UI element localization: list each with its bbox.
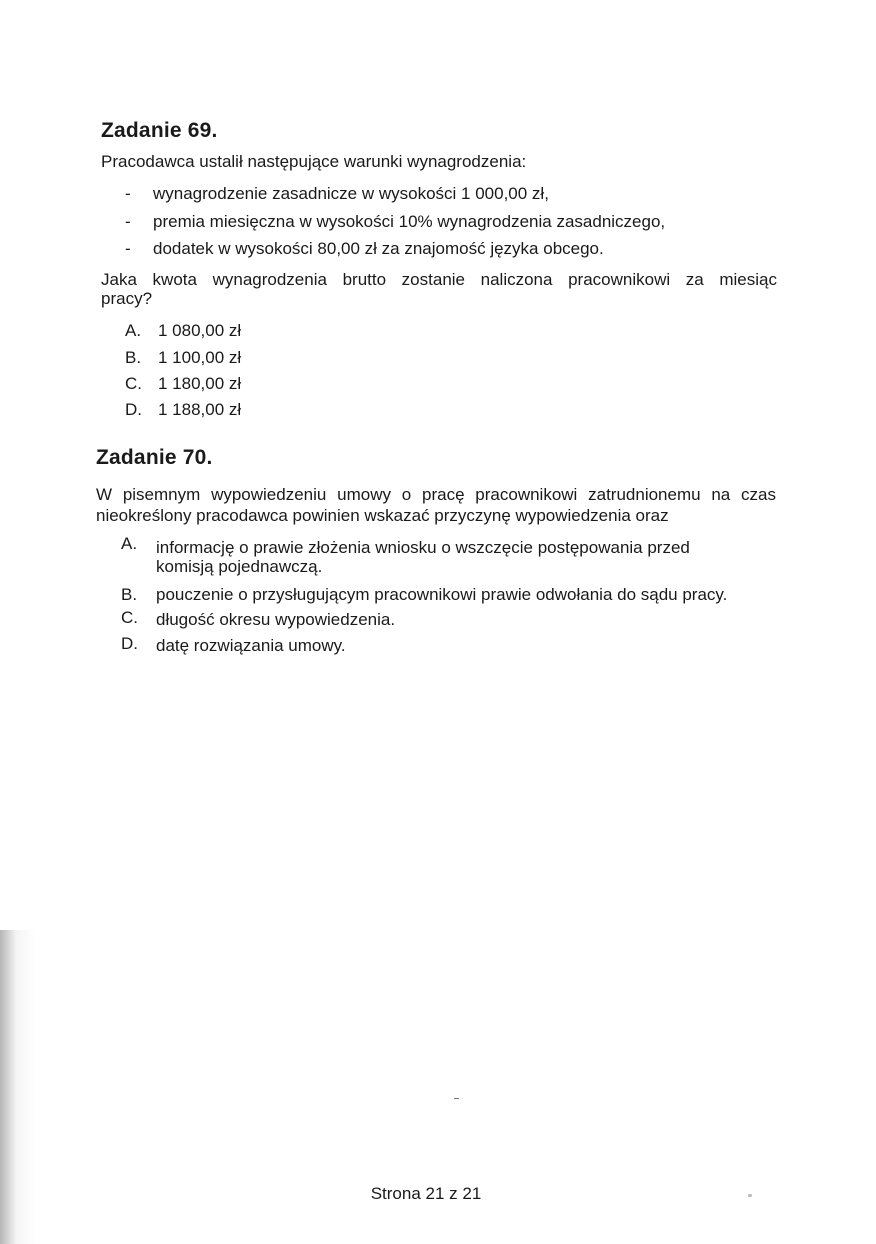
- option-letter: B.: [125, 348, 142, 367]
- condition-item: dodatek w wysokości 80,00 zł za znajomość języka obcego.: [153, 239, 604, 258]
- option-letter: B.: [121, 585, 138, 604]
- task-70-question-line2: nieokreślony pracodawca powinien wskazać przyczynę wypowiedzenia oraz: [96, 506, 669, 525]
- task-69-intro: Pracodawca ustalił następujące warunki wynagrodzenia:: [101, 152, 527, 171]
- option-text[interactable]: 1 100,00 zł: [158, 348, 242, 367]
- condition-bullet: -: [125, 239, 131, 258]
- option-text[interactable]: 1 180,00 zł: [158, 374, 242, 393]
- option-letter: A.: [121, 534, 138, 553]
- condition-item: wynagrodzenie zasadnicze w wysokości 1 000,00 zł,: [153, 184, 549, 203]
- option-letter: D.: [125, 400, 142, 419]
- option-text[interactable]: datę rozwiązania umowy.: [156, 636, 346, 655]
- condition-bullet: -: [125, 184, 131, 203]
- condition-item: premia miesięczna w wysokości 10% wynagrodzenia zasadniczego,: [153, 212, 666, 231]
- task-69-question-line1: Jaka kwota wynagrodzenia brutto zostanie naliczona pracownikowi za miesiąc: [101, 270, 777, 289]
- option-letter: C.: [125, 374, 142, 393]
- option-letter: D.: [121, 634, 138, 653]
- option-text[interactable]: długość okresu wypowiedzenia.: [156, 610, 396, 629]
- option-text[interactable]: informację o prawie złożenia wniosku o wszczęcie postępowania przed: [156, 538, 690, 557]
- option-text[interactable]: pouczenie o przysługującym pracownikowi prawie odwołania do sądu pracy.: [156, 585, 728, 604]
- option-letter: C.: [121, 608, 138, 627]
- option-text[interactable]: 1 080,00 zł: [158, 321, 242, 340]
- option-letter: A.: [125, 321, 142, 340]
- page-footer: [0, 1184, 856, 1204]
- task-69-question-line2: pracy?: [101, 289, 153, 308]
- task-70-question-line1: W pisemnym wypowiedzeniu umowy o pracę pracownikowi zatrudnionemu na czas: [96, 485, 776, 504]
- option-text[interactable]: 1 188,00 zł: [158, 400, 242, 419]
- page-number: Strona 21 z 21: [370, 1184, 482, 1203]
- option-text-continued[interactable]: komisją pojednawczą.: [156, 557, 323, 576]
- scan-speck: [454, 1098, 459, 1099]
- task-70-title: Zadanie 70.: [96, 446, 213, 469]
- condition-bullet: -: [125, 212, 131, 231]
- task-69-title: Zadanie 69.: [101, 119, 218, 142]
